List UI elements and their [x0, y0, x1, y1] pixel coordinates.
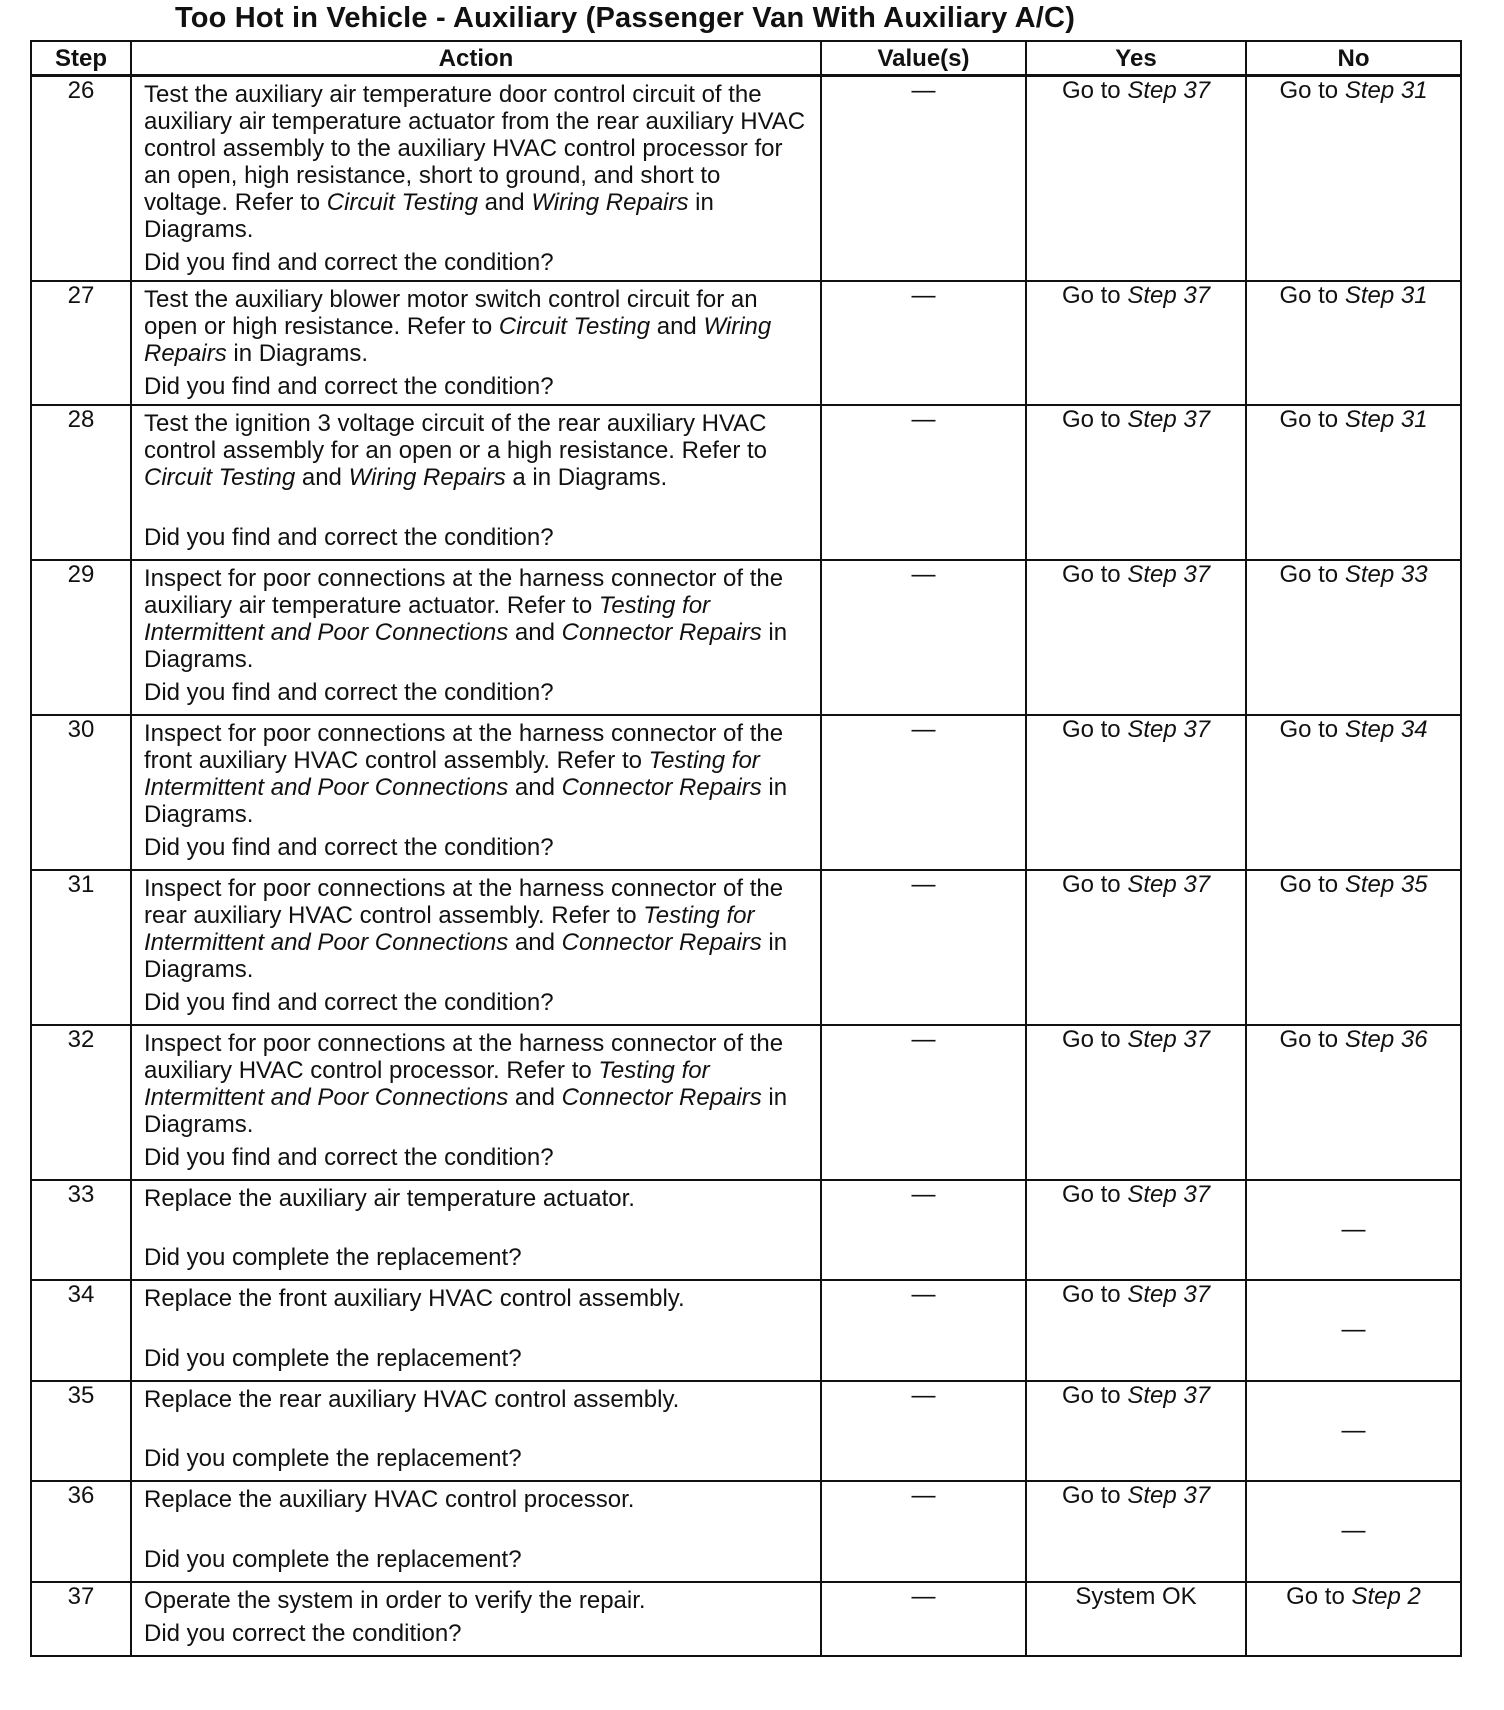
- yes-goto-step-link[interactable]: Step 37: [1127, 1281, 1211, 1308]
- step-number: 27: [31, 281, 131, 405]
- action-cell: [131, 1481, 821, 1582]
- no-outcome-cell: [1246, 76, 1461, 282]
- header-yes: Yes: [1026, 41, 1246, 76]
- step-number: 37: [31, 1582, 131, 1656]
- table-row: [31, 560, 1461, 715]
- table-row: [31, 1481, 1461, 1582]
- yes-goto-prefix: Go to: [1061, 561, 1128, 588]
- value-cell: —: [821, 76, 1026, 282]
- instruction-text: and: [477, 189, 532, 216]
- no-goto-step-link[interactable]: Step 36: [1344, 1026, 1428, 1053]
- action-question: Did you find and correct the condition?: [144, 373, 554, 400]
- action-question: Did you find and correct the condition?: [144, 989, 554, 1016]
- no-goto-prefix: Go to: [1279, 406, 1345, 433]
- yes-goto-prefix: Go to: [1061, 1181, 1128, 1208]
- yes-goto-step-link[interactable]: Step 37: [1127, 1482, 1211, 1509]
- yes-goto-prefix: Go to: [1061, 77, 1128, 104]
- action-instruction: [144, 286, 810, 367]
- step-number: 30: [31, 715, 131, 870]
- yes-outcome-cell: [1026, 405, 1246, 560]
- action-cell: [131, 1180, 821, 1280]
- instruction-text: and: [508, 1084, 562, 1111]
- action-question: Did you complete the replacement?: [144, 1445, 522, 1472]
- value-cell: —: [821, 1180, 1026, 1280]
- no-outcome-cell: [1246, 1481, 1461, 1582]
- no-goto-prefix: Go to: [1286, 1583, 1352, 1610]
- yes-goto-step-link[interactable]: Step 37: [1127, 1181, 1211, 1208]
- instruction-text: Test the auxiliary blower motor switch control circuit for an open or high resistance. Refer to: [144, 286, 758, 340]
- table-row: [31, 715, 1461, 870]
- yes-goto-prefix: Go to: [1061, 716, 1128, 743]
- instruction-text: in Diagrams.: [144, 1084, 788, 1138]
- instruction-text: Inspect for poor connections at the harness connector of the front auxiliary HVAC control assembly. Refer to: [144, 720, 784, 774]
- value-cell: —: [821, 560, 1026, 715]
- action-cell: [131, 281, 821, 405]
- action-cell: [131, 1025, 821, 1180]
- yes-goto-step-link[interactable]: Step 37: [1127, 871, 1211, 898]
- yes-outcome-cell: [1026, 281, 1246, 405]
- no-goto-prefix: Go to: [1279, 1026, 1345, 1053]
- instruction-text: in Diagrams.: [144, 189, 714, 243]
- table-row: [31, 76, 1461, 282]
- value-cell: —: [821, 870, 1026, 1025]
- reference-link-text: Circuit Testing: [326, 189, 478, 216]
- reference-link-text: Circuit Testing: [144, 464, 296, 491]
- action-instruction: [144, 565, 810, 673]
- value-cell: —: [821, 1481, 1026, 1582]
- instruction-text: Replace the rear auxiliary HVAC control assembly.: [144, 1386, 680, 1413]
- yes-outcome-cell: [1026, 1582, 1246, 1656]
- reference-link-text: Connector Repairs: [561, 619, 762, 646]
- header-step: Step: [31, 41, 131, 76]
- action-instruction: [144, 875, 810, 983]
- instruction-text: Inspect for poor connections at the harness connector of the auxiliary HVAC control processor. Refer to: [144, 1030, 784, 1084]
- value-cell: —: [821, 1280, 1026, 1381]
- no-outcome-text: —: [1341, 1215, 1366, 1243]
- reference-link-text: Testing for Intermittent and Poor Connections: [144, 747, 760, 801]
- no-outcome-cell: [1246, 405, 1461, 560]
- step-number: 35: [31, 1381, 131, 1481]
- instruction-text: Replace the front auxiliary HVAC control assembly.: [144, 1285, 685, 1312]
- reference-link-text: Connector Repairs: [561, 1084, 762, 1111]
- action-question: Did you complete the replacement?: [144, 1345, 522, 1372]
- step-number: 34: [31, 1280, 131, 1381]
- yes-outcome-cell: [1026, 1025, 1246, 1180]
- instruction-text: in Diagrams.: [144, 929, 788, 983]
- action-instruction: [144, 1185, 810, 1212]
- no-outcome-text: —: [1341, 1416, 1366, 1444]
- instruction-text: and: [650, 313, 704, 340]
- no-goto-prefix: Go to: [1279, 561, 1345, 588]
- yes-outcome-cell: [1026, 76, 1246, 282]
- yes-goto-step-link[interactable]: Step 37: [1127, 561, 1211, 588]
- no-goto-prefix: Go to: [1279, 282, 1345, 309]
- step-number: 28: [31, 405, 131, 560]
- yes-goto-prefix: Go to: [1061, 1482, 1128, 1509]
- action-question: Did you find and correct the condition?: [144, 249, 554, 276]
- action-cell: [131, 1582, 821, 1656]
- no-goto-step-link[interactable]: Step 31: [1344, 282, 1428, 309]
- no-goto-step-link[interactable]: Step 2: [1351, 1583, 1421, 1610]
- action-instruction: [144, 81, 810, 243]
- action-question: Did you find and correct the condition?: [144, 679, 554, 706]
- no-goto-step-link[interactable]: Step 33: [1344, 561, 1428, 588]
- instruction-text: in Diagrams.: [144, 619, 788, 673]
- action-cell: [131, 870, 821, 1025]
- action-instruction: [144, 1486, 810, 1513]
- table-row: [31, 870, 1461, 1025]
- no-goto-step-link[interactable]: Step 31: [1344, 406, 1428, 433]
- action-cell: [131, 560, 821, 715]
- step-number: 29: [31, 560, 131, 715]
- instruction-text: and: [508, 774, 562, 801]
- step-number: 33: [31, 1180, 131, 1280]
- yes-goto-step-link[interactable]: Step 37: [1127, 77, 1211, 104]
- yes-goto-prefix: Go to: [1061, 1281, 1128, 1308]
- table-row: [31, 405, 1461, 560]
- yes-outcome-cell: [1026, 1180, 1246, 1280]
- action-cell: [131, 715, 821, 870]
- reference-link-text: Circuit Testing: [498, 313, 651, 340]
- table-row: [31, 1381, 1461, 1481]
- diagnostic-table: [30, 40, 1462, 1657]
- step-number: 31: [31, 870, 131, 1025]
- instruction-text: Test the ignition 3 voltage circuit of the rear auxiliary HVAC control assembly for an open or a high resistance. Refer to: [144, 410, 767, 464]
- action-cell: [131, 1381, 821, 1481]
- value-cell: —: [821, 1582, 1026, 1656]
- no-outcome-cell: [1246, 1025, 1461, 1180]
- header-values: Value(s): [821, 41, 1026, 76]
- value-cell: —: [821, 1381, 1026, 1481]
- yes-goto-prefix: Go to: [1061, 1382, 1128, 1409]
- instruction-text: a in Diagrams.: [505, 464, 668, 491]
- instruction-text: Inspect for poor connections at the harness connector of the auxiliary air temperature actuator. Refer to: [144, 565, 784, 619]
- table-row: [31, 1025, 1461, 1180]
- step-number: 26: [31, 76, 131, 282]
- table-row: [31, 1582, 1461, 1656]
- action-question: Did you find and correct the condition?: [144, 524, 554, 551]
- page-title: Too Hot in Vehicle - Auxiliary (Passenger Van With Auxiliary A/C): [174, 2, 1076, 34]
- no-outcome-text: —: [1341, 1517, 1366, 1544]
- no-outcome-cell: [1246, 1280, 1461, 1381]
- yes-outcome-cell: [1026, 715, 1246, 870]
- action-instruction: [144, 410, 810, 491]
- no-outcome-cell: [1246, 1381, 1461, 1481]
- action-question: Did you complete the replacement?: [144, 1546, 522, 1573]
- action-instruction: [144, 1030, 810, 1138]
- action-question: Did you find and correct the condition?: [144, 834, 554, 861]
- action-cell: [131, 405, 821, 560]
- instruction-text: Operate the system in order to verify the repair.: [144, 1587, 646, 1614]
- no-outcome-text: —: [1341, 1316, 1366, 1343]
- no-outcome-cell: [1246, 870, 1461, 1025]
- yes-outcome-cell: [1026, 560, 1246, 715]
- action-instruction: [144, 720, 810, 828]
- reference-link-text: Wiring Repairs: [144, 313, 772, 367]
- no-outcome-cell: [1246, 1582, 1461, 1656]
- table-body: [31, 76, 1461, 1657]
- instruction-text: and: [295, 464, 349, 491]
- yes-goto-prefix: Go to: [1061, 1026, 1128, 1053]
- action-question: Did you complete the replacement?: [144, 1244, 522, 1271]
- reference-link-text: Wiring Repairs: [348, 464, 506, 491]
- yes-goto-prefix: Go to: [1061, 406, 1128, 433]
- no-goto-prefix: Go to: [1279, 716, 1345, 743]
- instruction-text: and: [508, 929, 562, 956]
- instruction-text: and: [508, 619, 562, 646]
- reference-link-text: Testing for Intermittent and Poor Connections: [144, 902, 755, 956]
- yes-goto-step-link[interactable]: Step 37: [1127, 716, 1211, 743]
- no-goto-prefix: Go to: [1279, 871, 1345, 898]
- value-cell: —: [821, 715, 1026, 870]
- reference-link-text: Connector Repairs: [561, 774, 762, 801]
- no-goto-prefix: Go to: [1279, 77, 1345, 104]
- instruction-text: in Diagrams.: [144, 774, 788, 828]
- table-header-row: [31, 41, 1461, 76]
- yes-outcome-cell: [1026, 1280, 1246, 1381]
- yes-outcome-cell: [1026, 870, 1246, 1025]
- header-no: No: [1246, 41, 1461, 76]
- action-question: Did you correct the condition?: [144, 1620, 462, 1647]
- reference-link-text: Connector Repairs: [561, 929, 762, 956]
- value-cell: —: [821, 405, 1026, 560]
- reference-link-text: Testing for Intermittent and Poor Connections: [144, 592, 711, 646]
- yes-goto-step-link[interactable]: Step 37: [1127, 1382, 1211, 1409]
- no-outcome-cell: [1246, 560, 1461, 715]
- step-number: 32: [31, 1025, 131, 1180]
- yes-goto-prefix: Go to: [1061, 282, 1128, 309]
- reference-link-text: Testing for Intermittent and Poor Connections: [144, 1057, 710, 1111]
- table-row: [31, 1280, 1461, 1381]
- instruction-text: Replace the auxiliary air temperature actuator.: [144, 1185, 635, 1212]
- yes-outcome-cell: [1026, 1381, 1246, 1481]
- yes-outcome-cell: [1026, 1481, 1246, 1582]
- no-goto-step-link[interactable]: Step 31: [1344, 77, 1428, 104]
- no-outcome-cell: [1246, 715, 1461, 870]
- action-cell: [131, 76, 821, 282]
- yes-goto-step-link[interactable]: Step 37: [1127, 406, 1211, 433]
- action-instruction: [144, 1285, 810, 1312]
- action-question: Did you find and correct the condition?: [144, 1144, 554, 1171]
- value-cell: —: [821, 281, 1026, 405]
- action-cell: [131, 1280, 821, 1381]
- table-row: [31, 1180, 1461, 1280]
- action-instruction: [144, 1587, 810, 1614]
- instruction-text: Inspect for poor connections at the harness connector of the rear auxiliary HVAC control assembly. Refer to: [144, 875, 784, 929]
- yes-goto-step-link[interactable]: Step 37: [1127, 1026, 1211, 1053]
- yes-goto-step-link[interactable]: Step 37: [1127, 282, 1211, 309]
- yes-outcome-text: System OK: [1075, 1583, 1197, 1610]
- no-goto-step-link[interactable]: Step 35: [1344, 871, 1428, 898]
- no-goto-step-link[interactable]: Step 34: [1344, 716, 1428, 743]
- instruction-text: in Diagrams.: [226, 340, 369, 367]
- instruction-text: Test the auxiliary air temperature door control circuit of the auxiliary air temperature actuator from the rear auxiliary HVAC control assembly to the auxiliary HVAC control processor for an open, high resistance, short to ground, and short to voltage. Refer to: [144, 81, 806, 216]
- table-row: [31, 281, 1461, 405]
- no-outcome-cell: [1246, 281, 1461, 405]
- header-action: Action: [131, 41, 821, 76]
- reference-link-text: Wiring Repairs: [531, 189, 689, 216]
- value-cell: —: [821, 1025, 1026, 1180]
- action-instruction: [144, 1386, 810, 1413]
- no-outcome-cell: [1246, 1180, 1461, 1280]
- instruction-text: Replace the auxiliary HVAC control processor.: [144, 1486, 635, 1513]
- yes-goto-prefix: Go to: [1061, 871, 1128, 898]
- step-number: 36: [31, 1481, 131, 1582]
